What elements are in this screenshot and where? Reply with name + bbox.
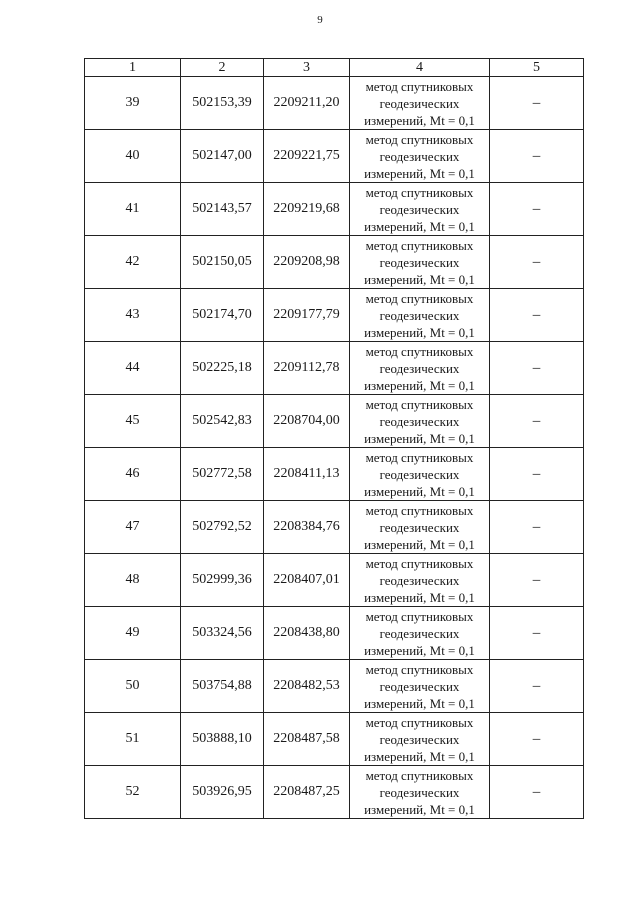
table-header <box>85 59 584 77</box>
method-line: измерений, Mt = 0,1 <box>364 218 475 234</box>
page-number: 9 <box>317 14 323 26</box>
table-row <box>85 766 584 819</box>
method-line: геодезических <box>379 95 460 111</box>
column-header-1: 1 <box>85 59 181 77</box>
point-number-cell: 40 <box>85 130 181 183</box>
method-line: измерений, Mt = 0,1 <box>364 377 475 393</box>
column-header-4: 4 <box>350 59 490 77</box>
y-coordinate-cell: 2208411,13 <box>264 448 350 501</box>
point-number-cell: 44 <box>85 342 181 395</box>
x-coordinate-cell: 502143,57 <box>181 183 264 236</box>
y-coordinate-cell: 2209112,78 <box>264 342 350 395</box>
y-coordinate-cell: 2208704,00 <box>264 395 350 448</box>
x-coordinate-cell: 502147,00 <box>181 130 264 183</box>
method-line: метод спутниковых <box>365 714 474 730</box>
column-header-5: 5 <box>490 59 584 77</box>
table-row <box>85 501 584 554</box>
method-line: геодезических <box>379 254 460 270</box>
table-row <box>85 713 584 766</box>
note-cell: – <box>490 289 584 342</box>
x-coordinate-cell: 503926,95 <box>181 766 264 819</box>
method-line: геодезических <box>379 784 460 800</box>
point-number-cell: 41 <box>85 183 181 236</box>
method-cell <box>350 77 490 130</box>
method-line: геодезических <box>379 731 460 747</box>
method-line: измерений, Mt = 0,1 <box>364 112 475 128</box>
y-coordinate-cell: 2208438,80 <box>264 607 350 660</box>
table-row <box>85 342 584 395</box>
point-number-cell: 48 <box>85 554 181 607</box>
method-line: метод спутниковых <box>365 237 474 253</box>
y-coordinate-cell: 2208407,01 <box>264 554 350 607</box>
method-line: метод спутниковых <box>365 449 474 465</box>
method-line: измерений, Mt = 0,1 <box>364 801 475 817</box>
note-cell: – <box>490 660 584 713</box>
table-row <box>85 448 584 501</box>
point-number-cell: 39 <box>85 77 181 130</box>
method-line: геодезических <box>379 678 460 694</box>
point-number-cell: 50 <box>85 660 181 713</box>
method-line: метод спутниковых <box>365 767 474 783</box>
method-line: измерений, Mt = 0,1 <box>364 695 475 711</box>
x-coordinate-cell: 502153,39 <box>181 77 264 130</box>
point-number-cell: 51 <box>85 713 181 766</box>
note-cell: – <box>490 501 584 554</box>
method-line: геодезических <box>379 360 460 376</box>
table-row <box>85 130 584 183</box>
y-coordinate-cell: 2209177,79 <box>264 289 350 342</box>
method-cell <box>350 448 490 501</box>
y-coordinate-cell: 2208384,76 <box>264 501 350 554</box>
method-line: измерений, Mt = 0,1 <box>364 483 475 499</box>
method-cell <box>350 660 490 713</box>
method-line: геодезических <box>379 572 460 588</box>
method-line: измерений, Mt = 0,1 <box>364 271 475 287</box>
y-coordinate-cell: 2209221,75 <box>264 130 350 183</box>
method-line: метод спутниковых <box>365 184 474 200</box>
note-cell: – <box>490 183 584 236</box>
method-line: метод спутниковых <box>365 78 474 94</box>
method-line: метод спутниковых <box>365 661 474 677</box>
x-coordinate-cell: 503888,10 <box>181 713 264 766</box>
method-line: метод спутниковых <box>365 608 474 624</box>
y-coordinate-cell: 2209208,98 <box>264 236 350 289</box>
table-row <box>85 554 584 607</box>
method-cell <box>350 766 490 819</box>
note-cell: – <box>490 395 584 448</box>
header-row <box>85 59 584 77</box>
method-cell <box>350 130 490 183</box>
x-coordinate-cell: 503754,88 <box>181 660 264 713</box>
note-cell: – <box>490 607 584 660</box>
table-row <box>85 607 584 660</box>
note-cell: – <box>490 766 584 819</box>
method-cell <box>350 501 490 554</box>
method-cell <box>350 342 490 395</box>
y-coordinate-cell: 2209211,20 <box>264 77 350 130</box>
note-cell: – <box>490 77 584 130</box>
x-coordinate-cell: 502150,05 <box>181 236 264 289</box>
y-coordinate-cell: 2209219,68 <box>264 183 350 236</box>
point-number-cell: 45 <box>85 395 181 448</box>
point-number-cell: 47 <box>85 501 181 554</box>
table-body <box>85 77 584 819</box>
method-line: измерений, Mt = 0,1 <box>364 430 475 446</box>
table-row <box>85 236 584 289</box>
method-cell <box>350 289 490 342</box>
x-coordinate-cell: 502999,36 <box>181 554 264 607</box>
x-coordinate-cell: 502225,18 <box>181 342 264 395</box>
table-row <box>85 183 584 236</box>
x-coordinate-cell: 502542,83 <box>181 395 264 448</box>
point-number-cell: 46 <box>85 448 181 501</box>
method-line: метод спутниковых <box>365 502 474 518</box>
method-line: измерений, Mt = 0,1 <box>364 324 475 340</box>
method-line: измерений, Mt = 0,1 <box>364 536 475 552</box>
note-cell: – <box>490 554 584 607</box>
y-coordinate-cell: 2208487,58 <box>264 713 350 766</box>
x-coordinate-cell: 502772,58 <box>181 448 264 501</box>
note-cell: – <box>490 713 584 766</box>
x-coordinate-cell: 502792,52 <box>181 501 264 554</box>
method-line: метод спутниковых <box>365 396 474 412</box>
point-number-cell: 43 <box>85 289 181 342</box>
point-number-cell: 49 <box>85 607 181 660</box>
method-line: измерений, Mt = 0,1 <box>364 748 475 764</box>
y-coordinate-cell: 2208482,53 <box>264 660 350 713</box>
method-line: геодезических <box>379 466 460 482</box>
method-line: геодезических <box>379 519 460 535</box>
method-line: геодезических <box>379 201 460 217</box>
note-cell: – <box>490 448 584 501</box>
y-coordinate-cell: 2208487,25 <box>264 766 350 819</box>
method-cell <box>350 607 490 660</box>
method-line: геодезических <box>379 307 460 323</box>
method-cell <box>350 183 490 236</box>
method-line: метод спутниковых <box>365 555 474 571</box>
table-row <box>85 660 584 713</box>
point-number-cell: 42 <box>85 236 181 289</box>
method-line: метод спутниковых <box>365 343 474 359</box>
point-number-cell: 52 <box>85 766 181 819</box>
method-line: измерений, Mt = 0,1 <box>364 642 475 658</box>
table-row <box>85 77 584 130</box>
column-header-3: 3 <box>264 59 350 77</box>
method-cell <box>350 395 490 448</box>
method-line: геодезических <box>379 625 460 641</box>
note-cell: – <box>490 130 584 183</box>
method-line: метод спутниковых <box>365 290 474 306</box>
note-cell: – <box>490 342 584 395</box>
table-row <box>85 289 584 342</box>
column-header-2: 2 <box>181 59 264 77</box>
x-coordinate-cell: 502174,70 <box>181 289 264 342</box>
method-line: измерений, Mt = 0,1 <box>364 165 475 181</box>
method-cell <box>350 554 490 607</box>
method-cell <box>350 236 490 289</box>
x-coordinate-cell: 503324,56 <box>181 607 264 660</box>
method-line: геодезических <box>379 413 460 429</box>
method-line: измерений, Mt = 0,1 <box>364 589 475 605</box>
method-cell <box>350 713 490 766</box>
table-row <box>85 395 584 448</box>
note-cell: – <box>490 236 584 289</box>
coordinates-table <box>84 58 584 819</box>
method-line: метод спутниковых <box>365 131 474 147</box>
method-line: геодезических <box>379 148 460 164</box>
